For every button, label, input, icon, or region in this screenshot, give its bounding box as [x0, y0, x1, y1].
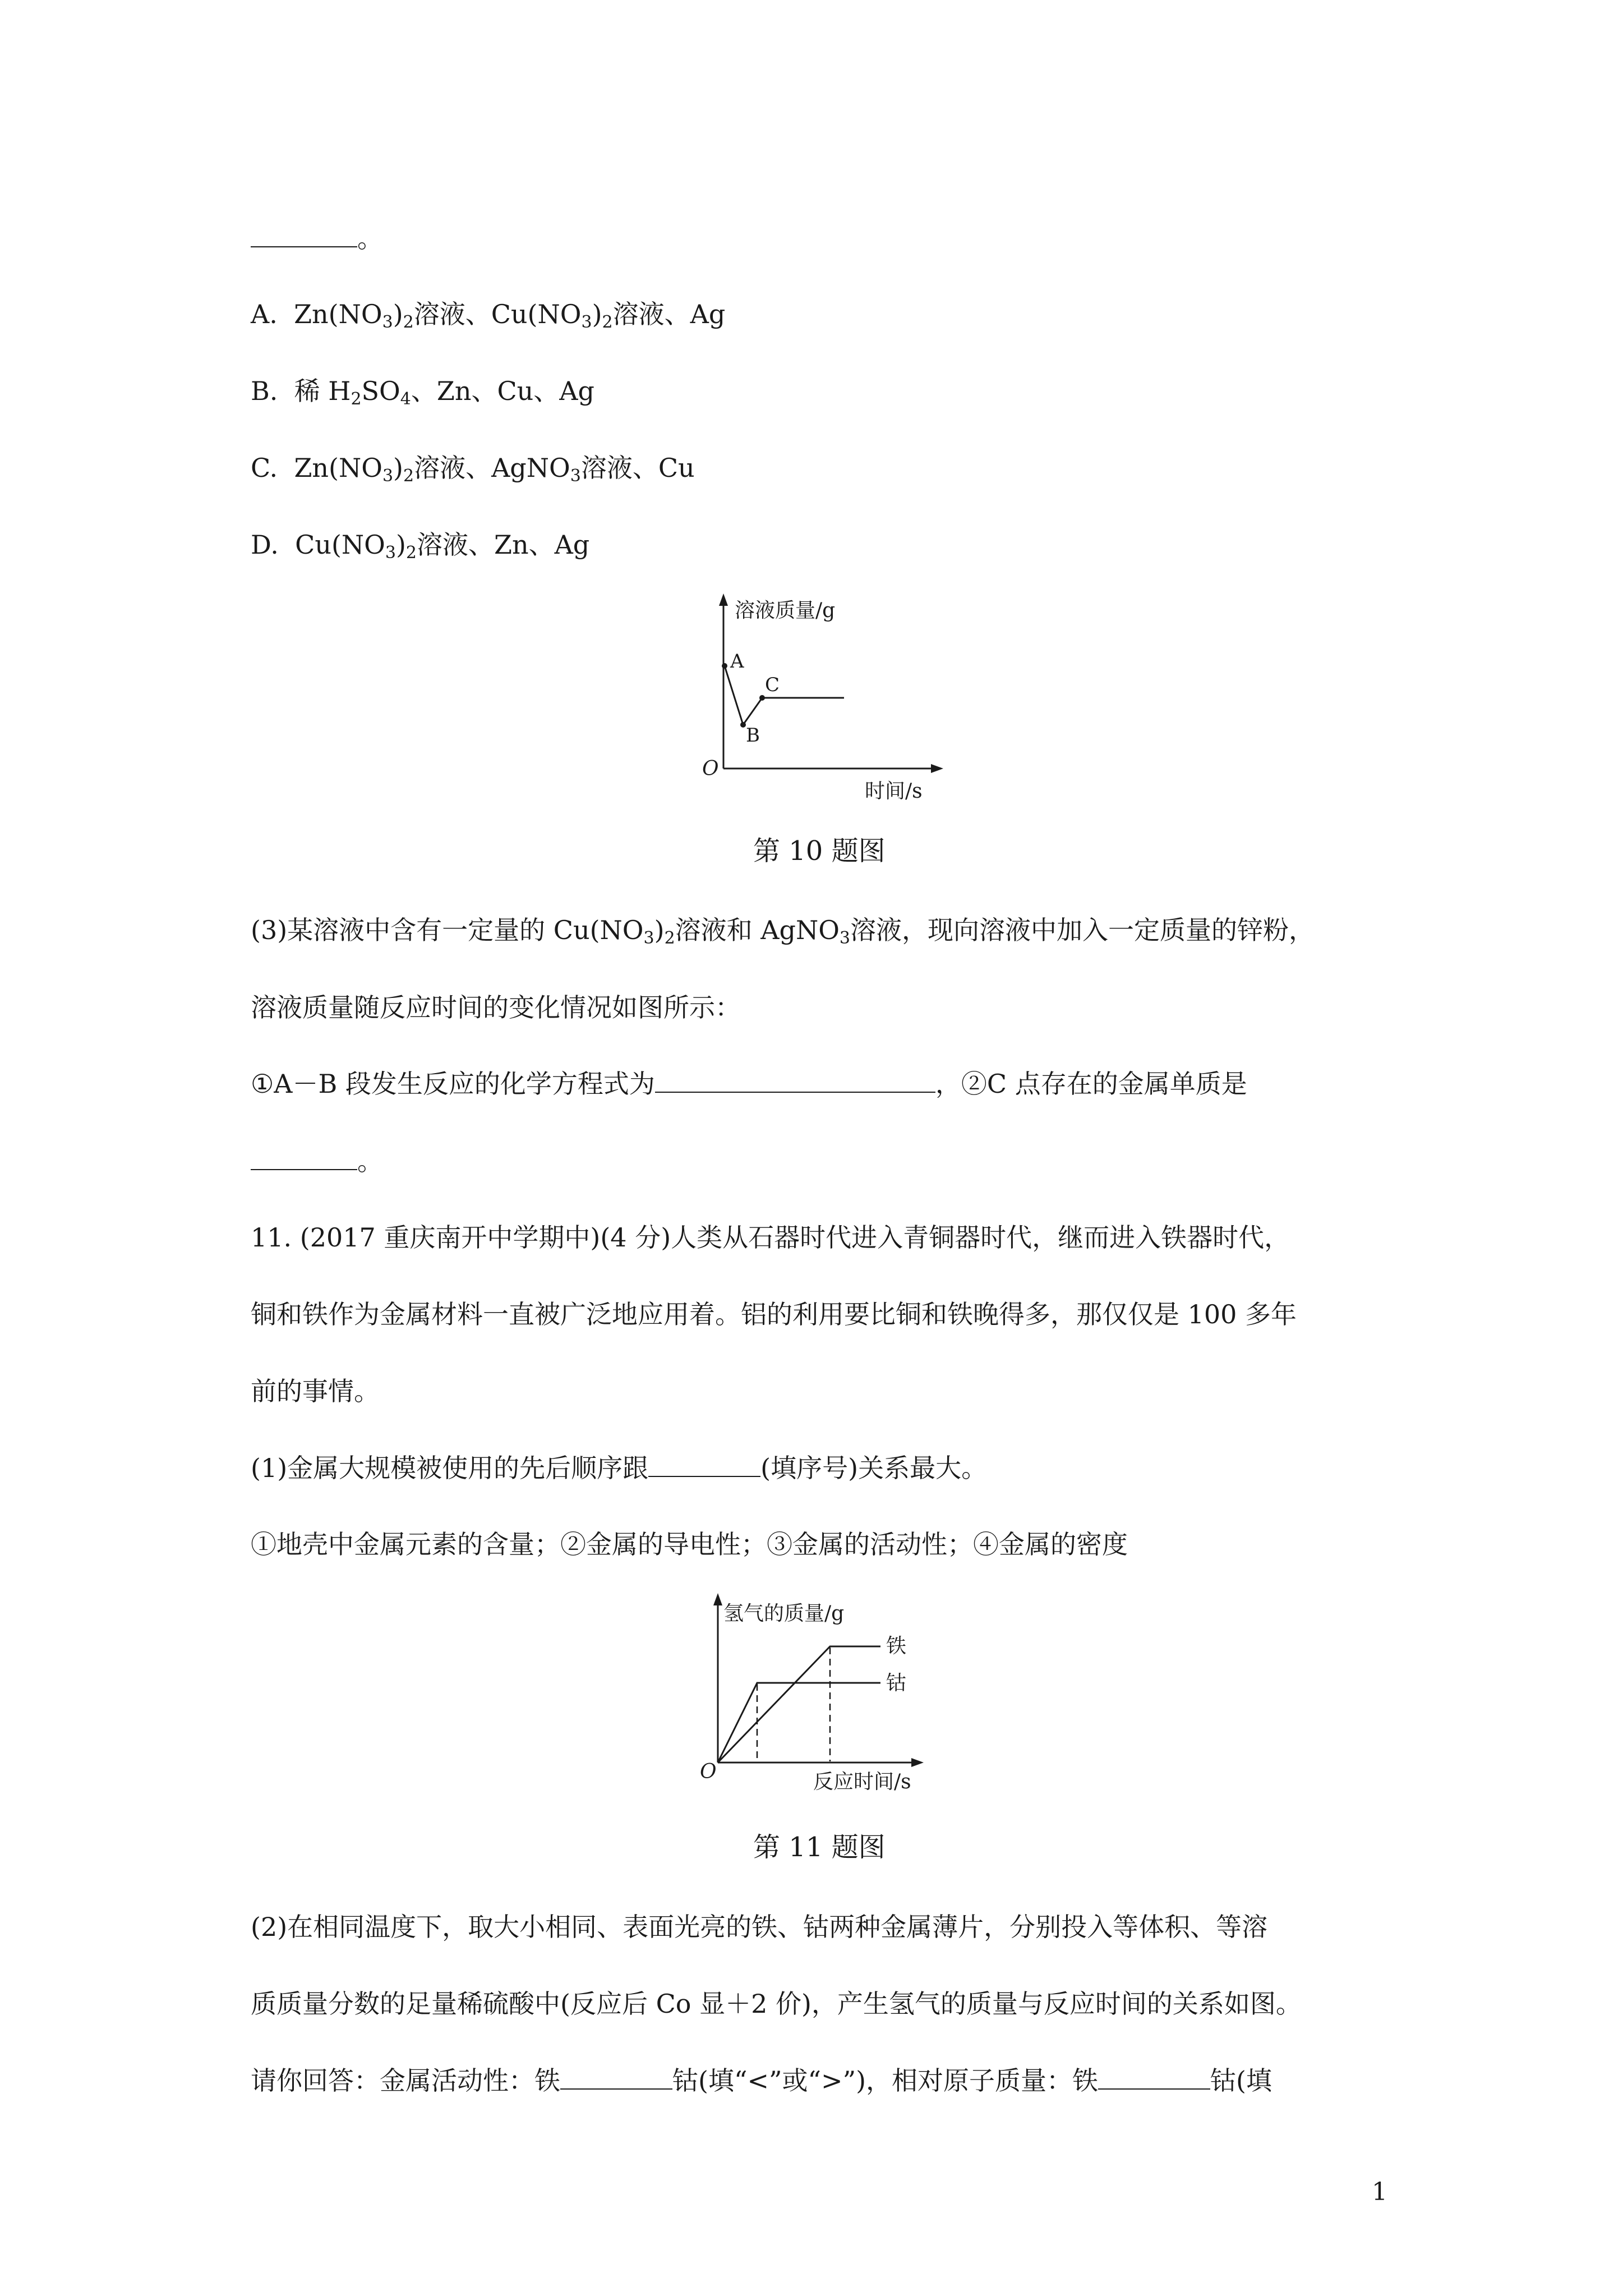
q11-part2-line2: 质质量分数的足量稀硫酸中(反应后 Co 显＋2 价)，产生氢气的质量与反应时间的关系如图。	[251, 1989, 1302, 2019]
fig11-x-arrow	[911, 1758, 924, 1767]
fig10-origin: O	[702, 757, 719, 780]
fig10-label-b: B	[746, 724, 760, 747]
atomic-mass-blank[interactable]	[1098, 2066, 1210, 2090]
q11-part2-line1: (2)在相同温度下，取大小相同、表面光亮的铁、钴两种金属薄片，分别投入等体积、等溶	[251, 1912, 1268, 1942]
order-blank[interactable]	[648, 1453, 760, 1477]
fig10-xlabel: 时间/s	[865, 780, 923, 803]
metal-blank[interactable]	[251, 1147, 357, 1170]
option-b: B. 稀 $H_2SO_4$、Zn、Cu、Ag	[251, 376, 594, 409]
fig11-y-arrow	[713, 1593, 722, 1605]
activity-blank[interactable]	[560, 2066, 672, 2090]
q10-3-line1: (3)某溶液中含有一定量的 $Cu(NO_3)_2$溶液和 AgNO$_3$溶液，现向溶液中加入一定质量的锌粉，	[251, 915, 1315, 948]
fig11-cobalt-line	[718, 1683, 880, 1763]
q10-3-line3: ①A－B 段发生反应的化学方程式为 ，②C 点存在的金属单质是	[251, 1069, 1247, 1099]
fig11-caption: 第 11 题图	[753, 1832, 886, 1863]
page-number: 1	[1372, 2178, 1387, 2206]
option-a: A. $Zn(NO_3)_2$溶液、$Cu(NO_3)_2$溶液、Ag	[251, 299, 726, 332]
fig10-y-arrow	[719, 593, 728, 606]
equation-blank[interactable]	[655, 1069, 935, 1093]
fig11-origin: O	[700, 1760, 717, 1783]
figure-10	[690, 589, 981, 802]
fig10-caption: 第 10 题图	[753, 835, 886, 867]
fig10-point-a	[722, 663, 727, 669]
q10-answer-line: 。	[251, 222, 383, 255]
answer-blank[interactable]	[251, 224, 357, 247]
fig10-x-arrow	[931, 764, 943, 773]
fig10-curve	[725, 666, 844, 725]
fig11-ylabel: 氢气的质量/g	[723, 1602, 845, 1625]
q11-part1-options: ①地壳中金属元素的含量；②金属的导电性；③金属的活动性；④金属的密度	[251, 1529, 1128, 1559]
fig10-point-c	[759, 695, 765, 701]
fig11-xlabel: 反应时间/s	[813, 1770, 911, 1793]
fig10-label-c: C	[765, 674, 780, 696]
q11-part1: (1)金属大规模被使用的先后顺序跟 (填序号)关系最大。	[251, 1453, 988, 1483]
fig10-point-b	[740, 722, 746, 728]
fig11-iron-label: 铁	[886, 1635, 907, 1658]
q10-3-line2: 溶液质量随反应时间的变化情况如图所示：	[251, 992, 741, 1023]
fig10-label-a: A	[730, 650, 744, 673]
fig10-ylabel: 溶液质量/g	[735, 599, 836, 622]
q10-3-line4: 。	[251, 1144, 383, 1178]
q11-line2: 铜和铁作为金属材料一直被广泛地应用着。铝的利用要比铜和铁晚得多，那仅仅是 100 多年	[251, 1299, 1297, 1329]
option-d: D. $Cu(NO_3)_2$溶液、Zn、Ag	[251, 530, 590, 563]
q11-line1: 11. (2017 重庆南开中学期中)(4 分)人类从石器时代进入青铜器时代，继而进入铁器时代，	[251, 1222, 1290, 1253]
q11-part2-line3: 请你回答：金属活动性：铁 钴(填“<”或“>”)，相对原子质量：铁 钴(填	[251, 2065, 1272, 2096]
fig11-cobalt-label: 钴	[886, 1672, 907, 1695]
fig11-iron-line	[718, 1646, 880, 1763]
figure-11	[695, 1588, 965, 1795]
q11-line3: 前的事情。	[251, 1376, 380, 1406]
option-c: C. $Zn(NO_3)_2$溶液、AgNO$_3$溶液、Cu	[251, 453, 695, 486]
